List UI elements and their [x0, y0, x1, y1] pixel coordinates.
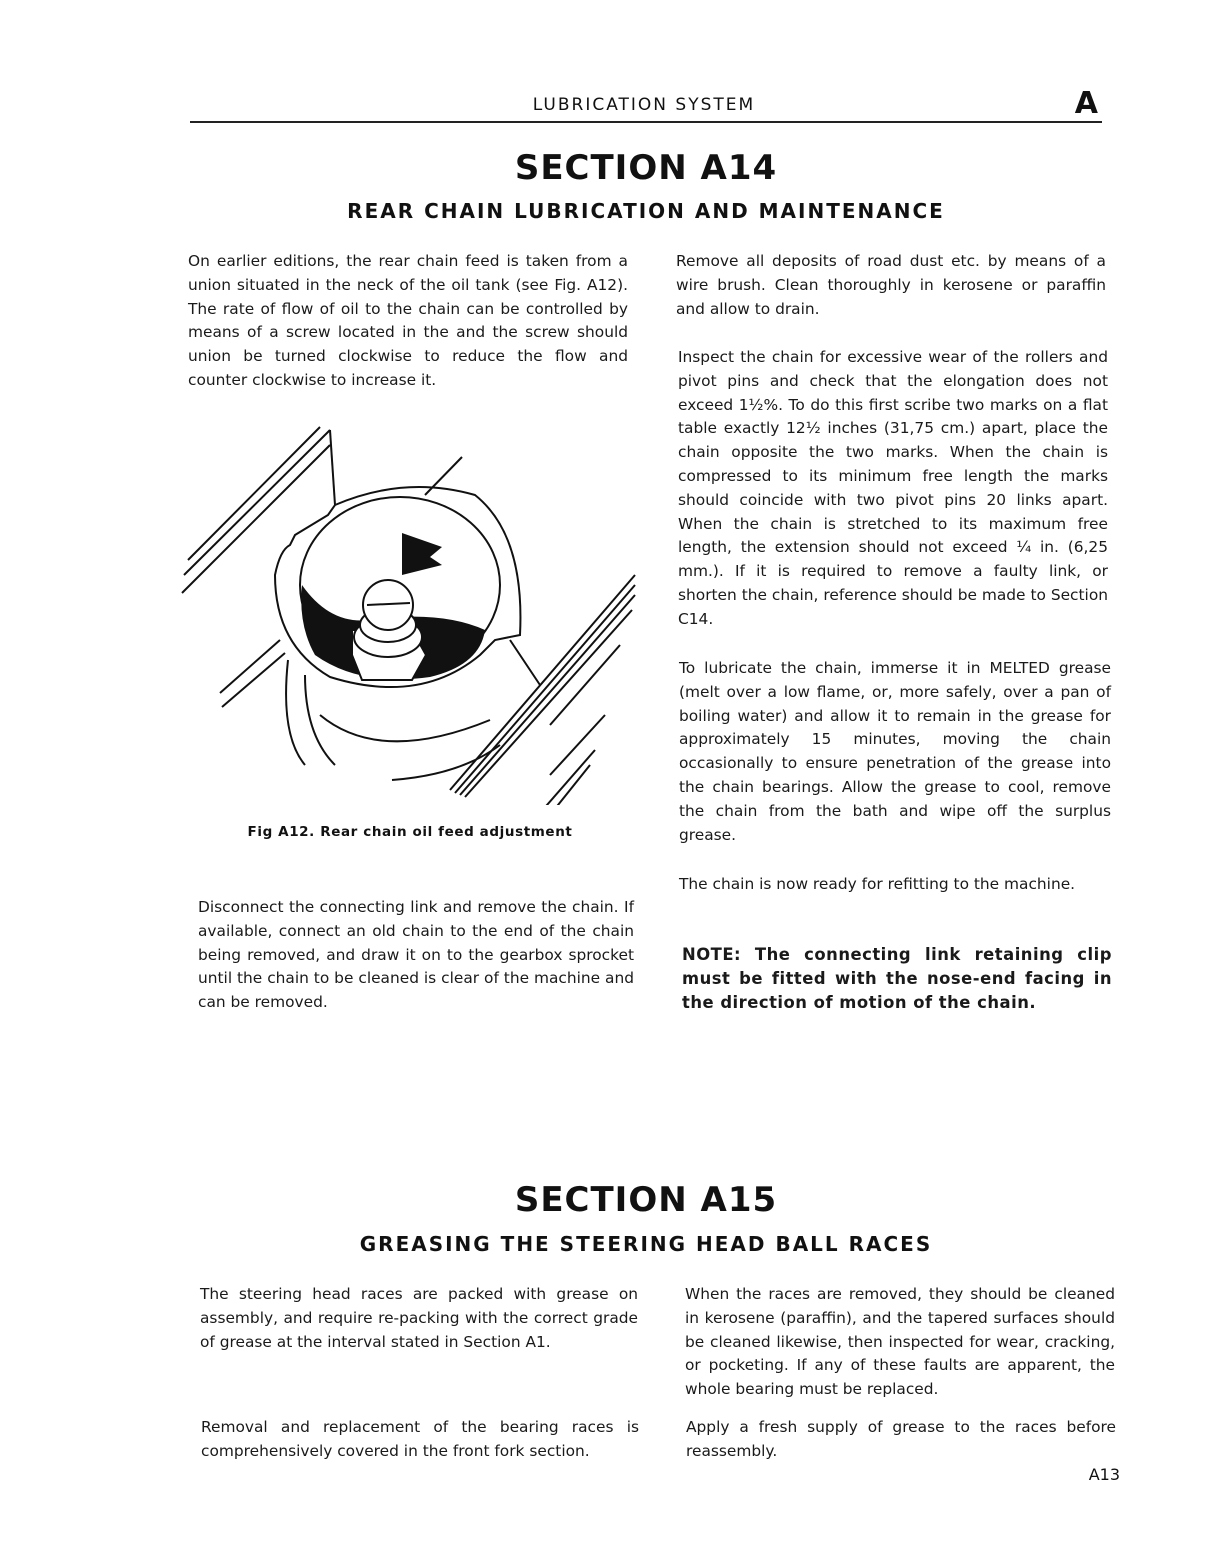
- page-number: A13: [1088, 1465, 1120, 1484]
- a15-apply-paragraph: Apply a fresh supply of grease to the races before reassembly.: [686, 1418, 1116, 1460]
- running-title: LUBRICATION SYSTEM: [532, 95, 756, 115]
- a14-note-paragraph: NOTE: The connecting link retaining clip must be fitted with the nose-end facing in the direction of motion of the chain.: [682, 945, 1112, 1012]
- section-a15-subtitle: GREASING THE STEERING HEAD BALL RACES: [359, 1232, 933, 1256]
- fig-a12-caption: Fig A12. Rear chain oil feed adjustment: [247, 824, 573, 840]
- section-letter: A: [1074, 86, 1098, 121]
- a14-intro-paragraph: On earlier editions, the rear chain feed is taken from a union situated in the neck of the oil tank (see Fig. A12). The rate of flow of oil to the chain can be controlled by means of a screw located in the and the screw should union be turned clockwise to reduce the flow and counter clockwise to increase it.: [188, 252, 628, 389]
- running-header: [190, 86, 1098, 122]
- section-a14-title: SECTION A14: [514, 148, 778, 188]
- oil-feed-adjuster-icon: [180, 415, 650, 805]
- a14-lubricate-paragraph: To lubricate the chain, immerse it in MELTED grease (melt over a low flame, or, more safely, over a pan of boiling water) and allow it to remain in the grease for approximately 15 minutes, moving the chain occasionally to ensure penetration of the grease into the chain bearings. Allow the grease to cool, remove the chain from the bath and wipe off the surplus grease.: [679, 659, 1111, 844]
- header-rule: [190, 121, 1102, 123]
- section-a14-subtitle: REAR CHAIN LUBRICATION AND MAINTENANCE: [347, 199, 945, 223]
- a14-disconnect-paragraph: Disconnect the connecting link and remove the chain. If available, connect an old chain to the end of the chain being removed, and draw it on to the gearbox sprocket until the chain to be cleaned is clear of the machine and can be removed.: [198, 898, 634, 1012]
- a15-cleaning-paragraph: When the races are removed, they should be cleaned in kerosene (paraffin), and the tapered surfaces should be cleaned likewise, then inspected for wear, cracking, or pocketing. If any of these faults are apparent, the whole bearing must be replaced.: [685, 1285, 1115, 1399]
- a15-removal-paragraph: Removal and replacement of the bearing races is comprehensively covered in the front fork section.: [201, 1418, 639, 1460]
- a14-clean-paragraph: Remove all deposits of road dust etc. by means of a wire brush. Clean thoroughly in kerosene or paraffin and allow to drain.: [676, 252, 1106, 318]
- a15-packed-paragraph: The steering head races are packed with grease on assembly, and require re-packing with the correct grade of grease at the interval stated in Section A1.: [200, 1285, 638, 1351]
- a14-ready-paragraph: The chain is now ready for refitting to the machine.: [679, 875, 1076, 893]
- a14-inspect-paragraph: Inspect the chain for excessive wear of the rollers and pivot pins and check that the elongation does not exceed 1½%. To do this first scribe two marks on a flat table exactly 12½ inches (31,75 cm.) apart, place the chain opposite the two marks. When the chain is compressed to its minimum free length the marks should coincide with two pivot pins 20 links apart. When the chain is stretched to its maximum free length, the extension should not exceed ¼ in. (6,25 mm.). If it is required to remove a faulty link, or shorten the chain, reference should be made to Section C14.: [678, 348, 1108, 628]
- fig-a12-illustration: [180, 415, 650, 805]
- section-a15-title: SECTION A15: [514, 1180, 778, 1220]
